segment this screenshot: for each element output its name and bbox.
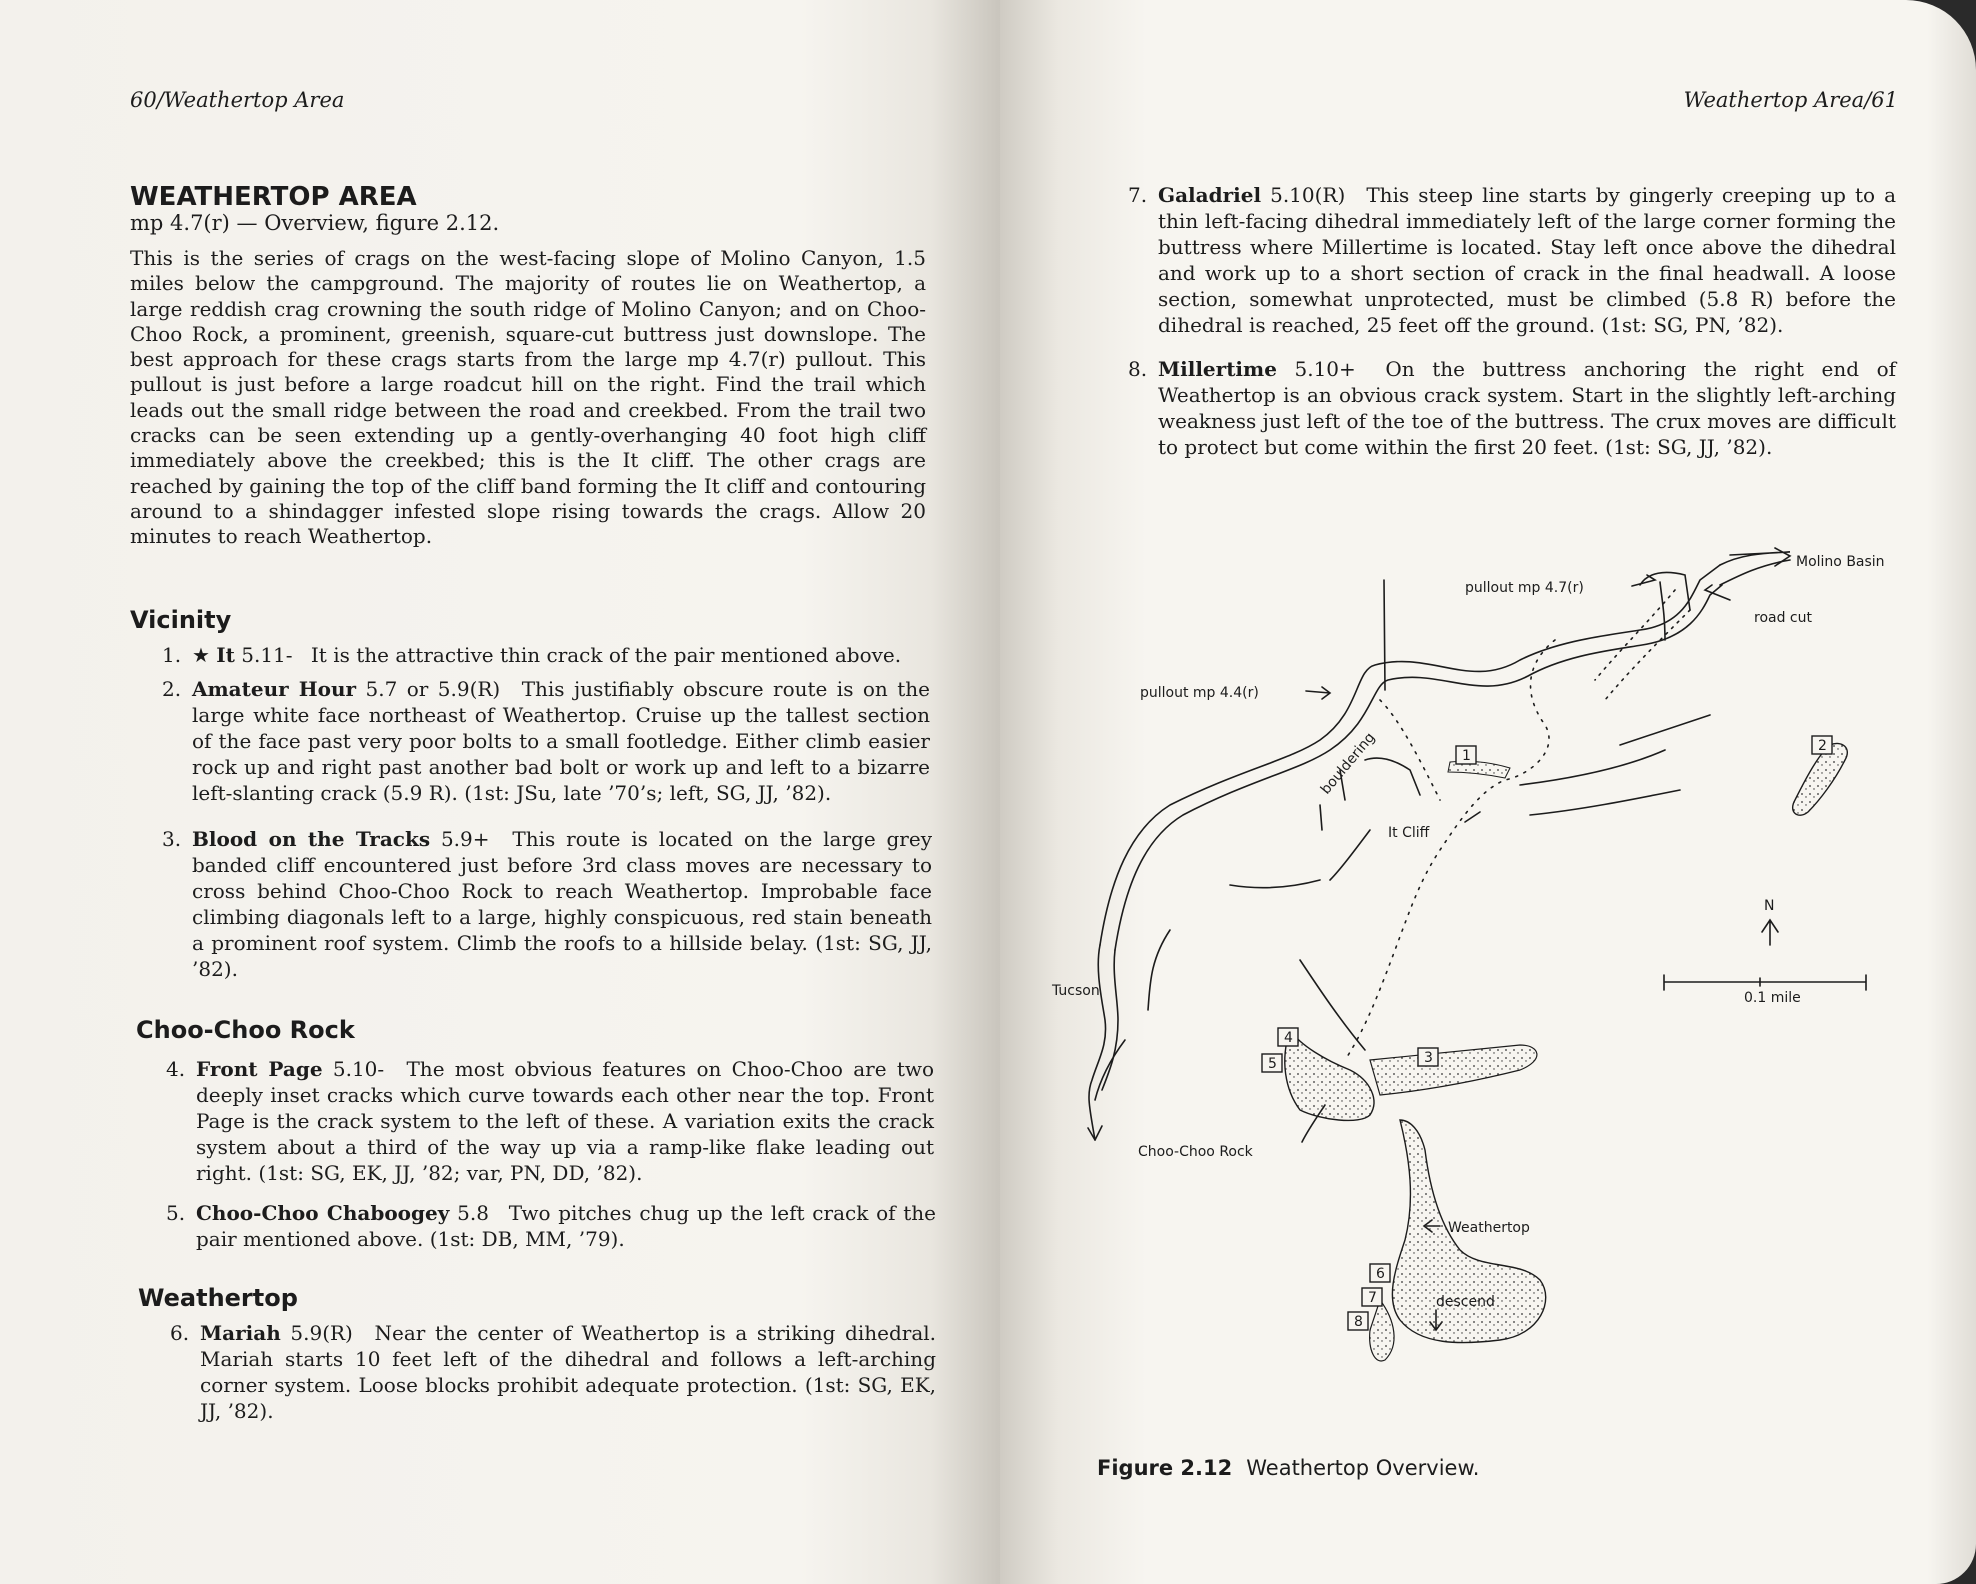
route-name: Millertime: [1158, 357, 1277, 381]
label-pullout-44: pullout mp 4.4(r): [1140, 685, 1259, 701]
route-number: 7.: [1128, 183, 1148, 207]
route-description: This route is located on the large grey banded cliff encountered just before 3rd class moves are necessary to cross behind Choo-Choo Rock to reach Weathertop. Improbable face climbing diagonals left to a large, highly conspicuous, red stain beneath a prominent roof system. Climb the roofs to a hillside belay. (1st: SG, JJ, ’82).: [192, 827, 933, 981]
route-description: Near the center of Weathertop is a striking dihedral. Mariah starts 10 feet left of the dihedral and follows a left-arching corner system. Loose blocks prohibit adequate protection. (1st: SG, EK, JJ, ’82).: [200, 1321, 937, 1423]
weathertop-heading: Weathertop: [138, 1284, 298, 1312]
pullout-47-leader: [1384, 580, 1385, 690]
route-number: 5.: [166, 1201, 186, 1225]
route-number: 1.: [162, 643, 182, 667]
marker-5: 5: [1268, 1056, 1277, 1072]
route-grade: 5.10(R): [1270, 183, 1346, 207]
figure-caption: [1097, 1456, 1479, 1480]
route-description: On the buttress anchoring the right end of Weathertop is an obvious crack system. Start in the slightly left-arching weakness just left of the toe of the buttress. The crux moves are difficult to protect but come within the first 20 feet. (1st: SG, JJ, ’82).: [1158, 357, 1897, 459]
route-name: Choo-Choo Chaboogey: [196, 1201, 450, 1225]
route-description: This justifiably obscure route is on the large white face northeast of Weathertop. Cruise up the tallest section of the face past very poor bolts to a small footledge. Either climb easier rock up and right past another bad bolt or work up and left to a bizarre left-slanting crack (5.9 R). (1st: JSu, late ’70’s; left, SG, JJ, ’82).: [192, 677, 931, 805]
route-markers: [1262, 736, 1832, 1330]
route-name: Mariah: [200, 1321, 281, 1345]
road-left-edge: [1100, 565, 1720, 945]
label-molino-basin: Molino Basin: [1796, 554, 1885, 570]
trail-dots-2: [1380, 700, 1440, 800]
vicinity-heading: Vicinity: [130, 606, 232, 634]
ridge-line-3: [1620, 715, 1710, 745]
route-2: [162, 676, 931, 806]
marker-7: 7: [1368, 1290, 1377, 1306]
marker-1: 1: [1462, 748, 1471, 764]
intro-paragraph: This is the series of crags on the west-facing slope of Molino Canyon, 1.5 miles below the campground. The majority of routes lie on Weathertop, a large reddish crag crowning the south ridge of Molino Canyon; and on Choo-Choo Rock, a prominent, greenish, square-cut buttress just downslope. The best approach for these crags starts from the large mp 4.7(r) pullout. This pullout is just before a large roadcut hill on the right. Find the trail which leads out the small ridge between the road and creekbed. From the trail two cracks can be seen extending up a gently-overhanging 40 foot high cliff immediately above the creekbed; this is the It cliff. The other crags are reached by gaining the top of the cliff band forming the It cliff and contouring around to a shindagger infested slope rising towards the crags. Allow 20 minutes to reach Weathertop.: [130, 246, 926, 549]
cliff-sketch-1: [1230, 880, 1320, 888]
route-description: This steep line starts by gingerly creeping up to a thin left-facing dihedral immediately left of the large corner forming the buttress where Millertime is located. Stay left once above the dihedral and work up to a short section of crack in the final headwall. A loose section, somewhat unprotected, must be climbed (5.8 R) before the dihedral is reached, 25 feet off the ground. (1st: SG, PN, ’82).: [1158, 183, 1897, 337]
cliff-sketch-2: [1330, 830, 1370, 880]
route-number: 2.: [162, 677, 182, 701]
right-running-head: Weathertop Area/61: [1683, 88, 1898, 112]
marker-6: 6: [1376, 1266, 1385, 1282]
route-grade: 5.11-: [241, 643, 293, 667]
marker-8: 8: [1354, 1314, 1363, 1330]
route-number: 6.: [170, 1321, 190, 1345]
route-1: [162, 642, 932, 668]
route-name: Front Page: [196, 1057, 323, 1081]
figure-title: Weathertop Overview.: [1246, 1456, 1480, 1480]
ridge-line-1: [1520, 750, 1665, 785]
label-pullout-47: pullout mp 4.7(r): [1465, 580, 1584, 596]
label-scale: 0.1 mile: [1744, 990, 1801, 1006]
overview-line: mp 4.7(r) — Overview, figure 2.12.: [130, 211, 500, 235]
label-bouldering: bouldering: [1317, 729, 1379, 798]
it-cliff-left: [1365, 758, 1420, 795]
section-title: WEATHERTOP AREA: [130, 182, 417, 212]
cliff-sketch-4: [1300, 960, 1365, 1050]
route-number: 4.: [166, 1057, 186, 1081]
weathertop-overview-map: [1040, 530, 1920, 1440]
star-icon: ★: [192, 643, 210, 667]
left-running-head: 60/Weathertop Area: [130, 88, 345, 112]
route-grade: 5.10+: [1294, 357, 1356, 381]
route-description: The most obvious features on Choo-Choo are two deeply inset cracks which curve towards each other near the top. Front Page is the crack system to the left of these. A variation exits the crack system about a third of the way up via a ramp-like flake leading out right. (1st: SG, EK, JJ, ’82; var, PN, DD, ’82).: [196, 1057, 935, 1185]
route-grade: 5.9(R): [290, 1321, 353, 1345]
label-descend: descend: [1436, 1294, 1495, 1310]
label-it-cliff: It Cliff: [1388, 825, 1430, 841]
p44-arrow: [1306, 687, 1330, 699]
marker-4: 4: [1284, 1030, 1293, 1046]
marker-2: 2: [1818, 738, 1827, 754]
road-to-molino: [1720, 552, 1790, 585]
label-north: N: [1764, 898, 1775, 914]
route-number: 8.: [1128, 357, 1148, 381]
route-name: Blood on the Tracks: [192, 827, 431, 851]
cliff-sketch-3: [1148, 930, 1170, 1010]
north-arrow: [1762, 920, 1778, 945]
route-grade: 5.8: [457, 1201, 489, 1225]
label-weathertop: Weathertop: [1448, 1220, 1530, 1236]
trail-dots: [1345, 640, 1555, 1060]
route-name: It: [216, 643, 235, 667]
scale-bar: [1664, 975, 1866, 990]
route-name: Amateur Hour: [192, 677, 357, 701]
route-6: [170, 1320, 937, 1424]
label-tucson: Tucson: [1052, 983, 1100, 999]
route-7: [1128, 182, 1897, 338]
ridge-line-2: [1530, 790, 1680, 815]
route-8: [1128, 356, 1897, 460]
road-to-tucson: [1089, 945, 1106, 1140]
label-choo-choo-rock: Choo-Choo Rock: [1138, 1144, 1253, 1160]
it-cliff-pointer: [1465, 812, 1480, 822]
marker-3: 3: [1424, 1050, 1433, 1066]
route-5: [166, 1200, 937, 1252]
route-grade: 5.7 or 5.9(R): [365, 677, 501, 701]
route-3: [162, 826, 933, 982]
route-number: 3.: [162, 827, 182, 851]
lower-outcrop: [1370, 1300, 1394, 1361]
route-4: [166, 1056, 935, 1186]
choo-choo-heading: Choo-Choo Rock: [136, 1016, 355, 1044]
route-grade: 5.10-: [332, 1057, 385, 1081]
route-description: It is the attractive thin crack of the pair mentioned above.: [310, 643, 902, 667]
route-name: Galadriel: [1158, 183, 1262, 207]
route-description: Two pitches chug up the left crack of the pair mentioned above. (1st: DB, MM, ’79).: [196, 1201, 937, 1251]
figure-label: Figure 2.12: [1097, 1456, 1233, 1480]
label-road-cut: road cut: [1754, 610, 1812, 626]
ridge-outcrop: [1370, 1045, 1537, 1095]
route-grade: 5.9+: [440, 827, 490, 851]
